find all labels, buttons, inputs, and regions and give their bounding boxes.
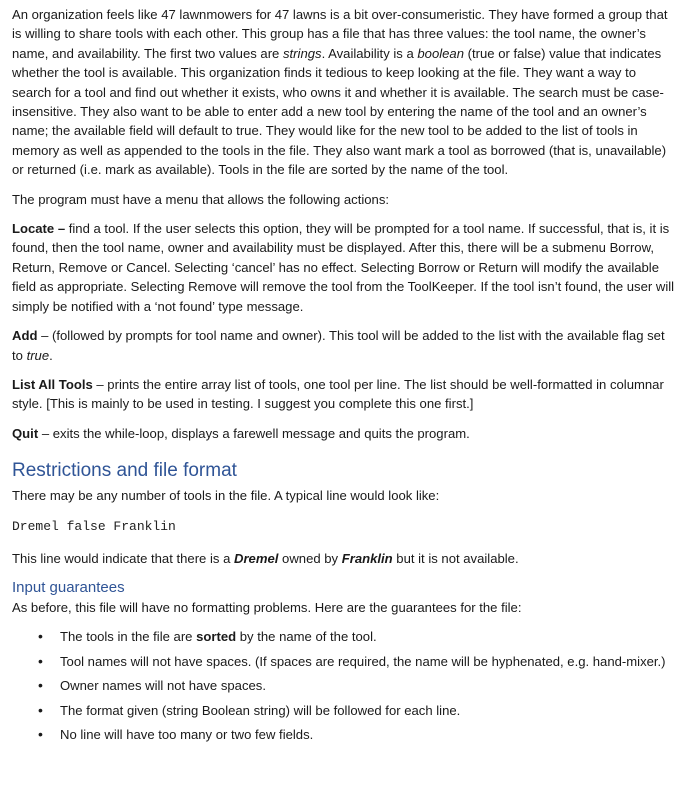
dremel-term: Dremel [234, 550, 279, 566]
intro-text-a: An organization feels like 47 lawnmowers for 47 lawns is a bit over-consumeristic. They have formed a group that is willing to share tools with each other. This group has a file that has three values: the tool name, the owner’s name, and availability. The first two values are [12, 7, 668, 61]
quit-label: Quit [12, 425, 39, 441]
bullet-icon: • [38, 725, 43, 742]
add-true-term: true [26, 347, 50, 363]
bullet-5-text: No line will have too many or two few fields. [60, 726, 314, 742]
restrictions-heading: Restrictions and file format [12, 460, 237, 482]
menu-intro-paragraph: The program must have a menu that allows the following actions: [12, 191, 390, 207]
locate-paragraph [12, 219, 678, 316]
bullet-2-text: Tool names will not have spaces. (If spaces are required, the name will be hyphenated, e.g. hand-mixer.) [60, 653, 666, 669]
guarantees-paragraph: As before, this file will have no formatting problems. Here are the guarantees for the file: [12, 599, 522, 615]
bullet-icon: • [38, 701, 43, 718]
list-item [38, 627, 678, 646]
list-item [38, 652, 678, 671]
quit-text: – exits the while-loop, displays a farewell message and quits the program. [38, 425, 470, 441]
bullet-1-sorted: sorted [196, 629, 237, 645]
intro-paragraph [12, 5, 678, 180]
guarantees-heading: Input guarantees [12, 578, 125, 596]
list-paragraph [12, 375, 678, 414]
locate-label: Locate – [12, 221, 66, 237]
intro-boolean-term: boolean [417, 45, 464, 61]
line-text-b: owned by [278, 550, 342, 566]
intro-text-b: . Availability is a [321, 45, 418, 61]
code-example: Dremel false Franklin [12, 518, 176, 534]
locate-text: find a tool. If the user selects this option, they will be prompted for a tool name. If successful, that is, it is found, then the tool name, owner and availability must be displayed. After this, there will be a submenu Borrow, Return, Remove or Cancel. Selecting ‘cancel’ has no effect. Selecting Borrow or Return will modify the available field as appropriate. Selecting Remove will remove the tool from the ToolKeeper. If the tool isn’t found, the user will simply be notified with a ‘not found’ type message. [12, 221, 675, 314]
bullet-1-text-b: by the name of the tool. [236, 629, 377, 645]
franklin-term: Franklin [341, 550, 393, 566]
list-item [38, 676, 678, 695]
line-explanation-paragraph [12, 549, 678, 568]
line-text-a: This line would indicate that there is a [12, 550, 234, 566]
bullet-icon: • [38, 628, 43, 645]
add-label: Add [12, 328, 38, 344]
quit-paragraph [12, 424, 678, 443]
bullet-3-text: Owner names will not have spaces. [60, 678, 266, 694]
add-end: . [49, 347, 53, 363]
list-text: – prints the entire array list of tools, one tool per line. The list should be well-formatted in columnar style. [This is mainly to be used in testing. I suggest you complete this one first.] [12, 376, 664, 412]
list-item [38, 725, 678, 744]
list-item [38, 701, 678, 720]
typical-line-paragraph: There may be any number of tools in the file. A typical line would look like: [12, 488, 440, 504]
line-text-c: but it is not available. [392, 550, 519, 566]
add-text: – (followed by prompts for tool name and owner). This tool will be added to the list with the available flag set to [12, 328, 665, 363]
bullet-icon: • [38, 652, 43, 669]
intro-text-c: (true or false) value that indicates whether the tool is available. This organization finds it tedious to keep looking at the file. They want a way to search for a tool and find out whether it exists, who owns it and whether it is available. The search must be case-insensitive. They also want to be able to enter add a new tool by entering the name of the tool and an owner’s name; the available field will default to true. They would like for the new tool to be added to the list of tools in memory as well as appended to the tools in the file. They also want mark a tool as borrowed (that is, unavailable) or returned (i.e. mark as available). Tools in the file are sorted by the name of the tool. [12, 45, 667, 178]
add-paragraph [12, 326, 678, 365]
bullet-1-text-a: The tools in the file are [60, 629, 197, 645]
guarantees-list [12, 627, 678, 744]
bullet-4-text: The format given (string Boolean string) will be followed for each line. [60, 702, 461, 718]
list-label: List All Tools [12, 376, 93, 392]
intro-strings-term: strings [282, 45, 322, 61]
bullet-icon: • [38, 677, 43, 694]
